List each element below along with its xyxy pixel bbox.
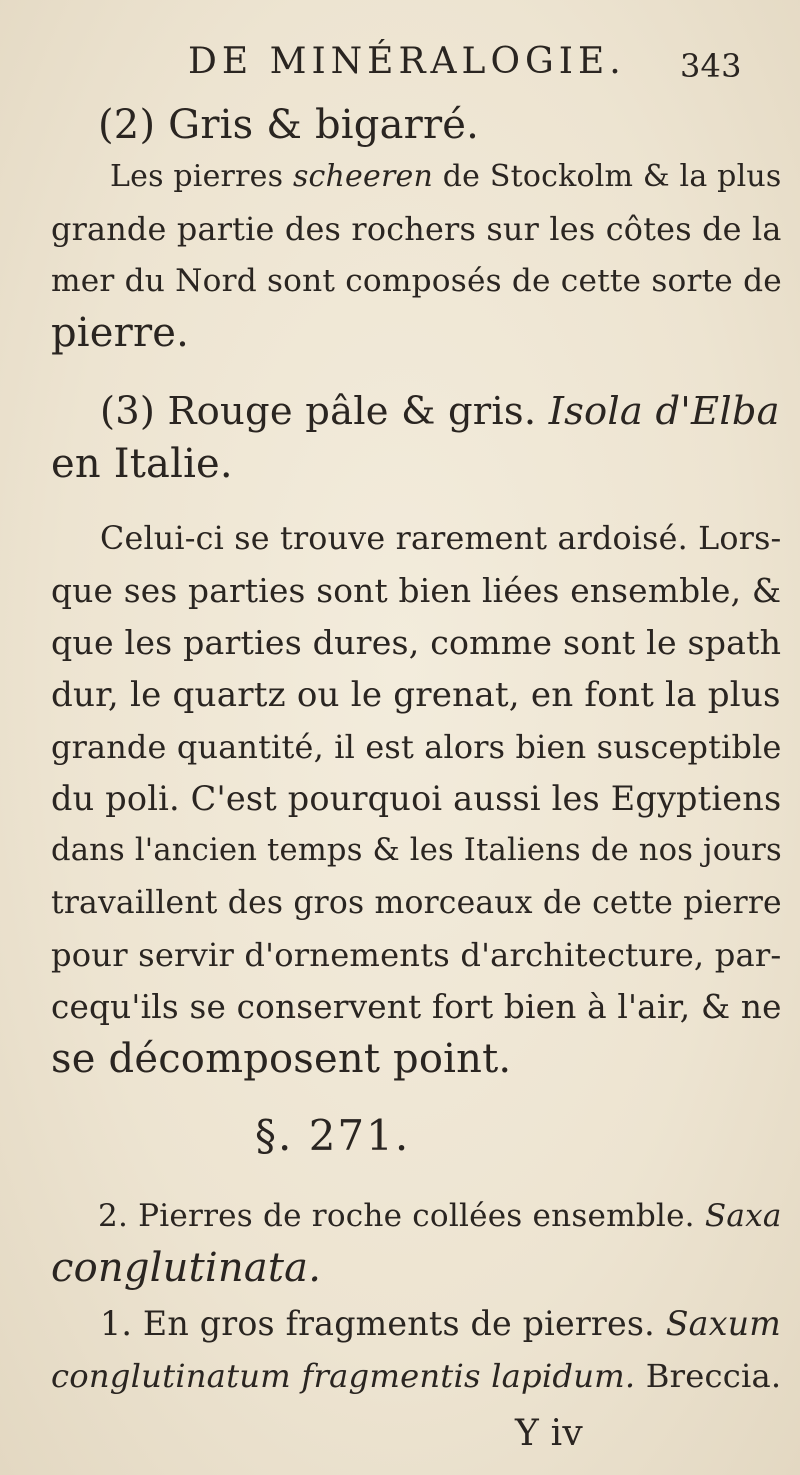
text-line: en Italie. [51, 441, 233, 487]
text-line: pierre. [51, 310, 190, 356]
text-line: que les parties dures, comme sont le spath [51, 623, 782, 662]
text-line: travaillent des gros morceaux de cette pierre [51, 885, 782, 921]
text-line: conglutinata. [51, 1245, 322, 1291]
text-line: conglutinatum fragmentis lapidum. Breccia. [51, 1357, 782, 1395]
text-line: dur, le quartz ou le grenat, en font la plus [51, 675, 781, 715]
text-line: Les pierres scheeren de Stockolm & la plus [110, 159, 782, 194]
section-mark: §. 271. [255, 1111, 411, 1160]
text-line: mer du Nord sont composés de cette sorte de [51, 263, 782, 299]
page-number: 343 [680, 47, 742, 85]
text-line: que ses parties sont bien liées ensemble, & [51, 572, 782, 610]
catchword: Y iv [515, 1413, 583, 1454]
text-line: (2) Gris & bigarré. [98, 102, 480, 148]
text-line: du poli. C'est pourquoi aussi les Egyptiens [51, 779, 782, 818]
text-line: Celui-ci se trouve rarement ardoisé. Lors- [100, 521, 782, 557]
text-line: dans l'ancien temps & les Italiens de nos jours [51, 833, 782, 868]
text-line: pour servir d'ornements d'architecture, par- [51, 936, 782, 974]
text-line: cequ'ils se conservent fort bien à l'air, & ne [51, 988, 782, 1026]
text-line: grande partie des rochers sur les côtes de la [51, 210, 782, 248]
text-line: (3) Rouge pâle & gris. Isola d'Elba [100, 389, 780, 434]
text-line: 2. Pierres de roche collées ensemble. Saxa [98, 1198, 782, 1234]
text-line: 1. En gros fragments de pierres. Saxum [100, 1304, 781, 1343]
text-line: se décomposent point. [51, 1036, 512, 1082]
running-head: DE MINÉRALOGIE. [188, 41, 626, 82]
text-line: grande quantité, il est alors bien susceptible [51, 728, 782, 766]
